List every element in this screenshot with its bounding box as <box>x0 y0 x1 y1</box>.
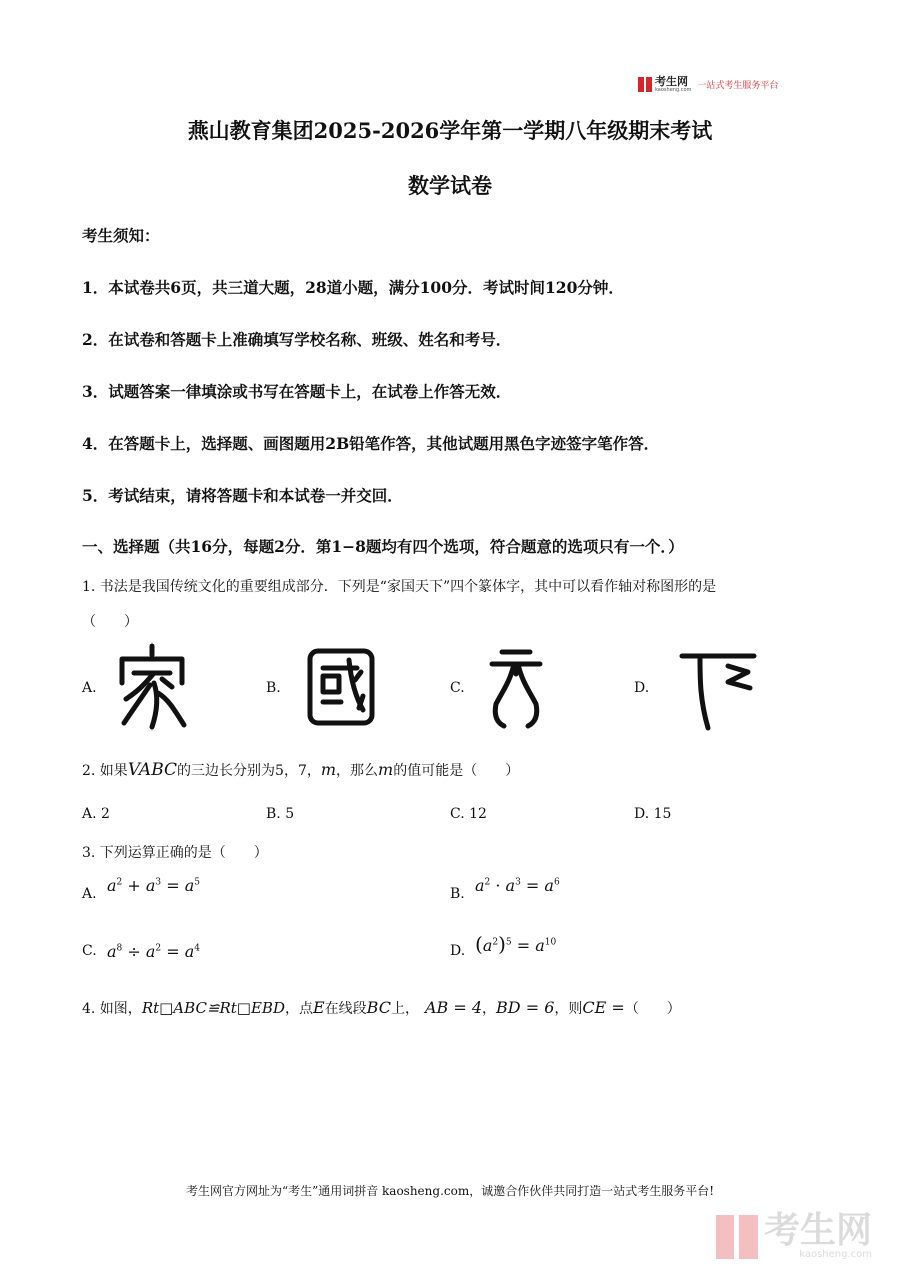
base: a <box>107 942 117 961</box>
base: a <box>475 876 485 895</box>
base: a <box>145 942 156 961</box>
operator: + <box>122 876 146 895</box>
equals: = <box>161 876 185 895</box>
seal-guo-icon <box>305 646 377 728</box>
notice-item: 1．本试卷共6页，共三道大题，28道小题，满分100分．考试时间120分钟． <box>82 278 624 297</box>
equals: = <box>520 876 545 895</box>
watermark-text <box>764 1210 873 1260</box>
q4-segment-bc: BC <box>366 998 391 1017</box>
notice-heading: 考生须知： <box>82 226 160 245</box>
q2-mid: 的三边长分别为5，7， <box>177 763 321 779</box>
question-1-paren: （ ） <box>82 614 138 630</box>
exponent: 3 <box>515 877 521 888</box>
q4-text: 上， <box>390 1001 419 1017</box>
footer-text: 考生网官方网址为“考生”通用词拼音 kaosheng.com，诚邀合作伙伴共同打造一站式考生服务平台! <box>185 1184 715 1198</box>
brand-text <box>655 76 691 93</box>
q3-option-c-label: C. <box>82 943 97 959</box>
q2-triangle: VABC <box>127 760 178 780</box>
equals: = <box>511 936 536 955</box>
q1-option-b-label: B. <box>266 680 281 696</box>
q4-paren: （ ） <box>624 1001 681 1017</box>
seal-tian-icon <box>488 648 544 730</box>
watermark-name: 考生网 <box>764 1210 873 1251</box>
base: a <box>544 876 554 895</box>
watermark-site: kaosheng.com <box>799 1249 873 1260</box>
base: a <box>145 876 156 895</box>
exam-title: 燕山教育集团2025-2026学年第一学期八年级期末考试 <box>187 118 713 143</box>
exponent: 4 <box>194 943 200 954</box>
brand-site: kaosheng.com <box>655 86 692 93</box>
q4-bd: BD = 6 <box>496 998 555 1017</box>
seal-xia-icon <box>678 650 760 732</box>
q4-congruence: Rt□ABC≌Rt□EBD <box>141 999 285 1017</box>
exponent: 5 <box>194 877 200 888</box>
notice-item: 2．在试卷和答题卡上准确填写学校名称、班级、姓名和考号． <box>82 330 512 349</box>
q3-option-a-label: A. <box>82 886 97 902</box>
exponent: 2 <box>155 943 162 954</box>
notice-item: 3．试题答案一律填涂或书写在答题卡上，在试卷上作答无效． <box>82 382 512 401</box>
q1-option-a-label: A. <box>82 680 97 696</box>
seal-jia-icon <box>114 643 190 731</box>
q4-ab: AB = 4 <box>424 998 483 1017</box>
q2-comma: ，那么 <box>336 763 379 779</box>
q2-prefix: 2. 如果 <box>82 763 128 779</box>
base: a <box>535 936 545 955</box>
operator: ÷ <box>122 942 146 961</box>
q2-suffix: 的值可能是（ ） <box>393 763 520 779</box>
question-1-stem: 1. 书法是我国传统文化的重要组成部分．下列是“家国天下”四个篆体字，其中可以看作轴对称图形的是 <box>82 579 717 595</box>
q3-option-c-expr <box>107 942 200 961</box>
kaosheng-watermark-icon <box>716 1215 758 1259</box>
q3-option-a-expr <box>107 876 200 895</box>
q3-option-d-expr <box>475 932 556 956</box>
exponent: 2 <box>116 877 123 888</box>
operator: · <box>490 876 506 895</box>
exponent: 10 <box>544 937 557 948</box>
base: a <box>505 876 516 895</box>
q4-ce: CE = <box>582 998 625 1017</box>
q2-m: m <box>378 760 394 779</box>
base: a <box>184 876 195 895</box>
watermark <box>716 1210 873 1260</box>
q2-option-c: C. 12 <box>450 806 487 822</box>
paren: ) <box>498 932 506 956</box>
exponent: 2 <box>492 937 499 948</box>
base: a <box>184 942 195 961</box>
paren: ( <box>475 932 483 956</box>
q1-option-d-label: D. <box>634 680 650 696</box>
q2-option-d: D. 15 <box>634 806 672 822</box>
question-3-stem: 3. 下列运算正确的是（ ） <box>82 845 268 861</box>
q2-option-b: B. 5 <box>266 806 295 822</box>
kaosheng-logo-icon <box>638 77 652 92</box>
q3-option-d-label: D. <box>450 943 466 959</box>
q1-option-c-label: C. <box>450 680 465 696</box>
question-2-stem <box>82 760 519 780</box>
q4-prefix: 4. 如图， <box>82 1001 142 1017</box>
q4-text: ，则 <box>554 1001 583 1017</box>
exam-subtitle: 数学试卷 <box>408 173 492 198</box>
q3-option-b-label: B. <box>450 886 465 902</box>
brand-slogan: 一站式考生服务平台 <box>697 80 779 91</box>
exponent: 3 <box>155 877 162 888</box>
q4-point-e: E <box>312 998 325 1017</box>
brand-logo <box>638 74 778 94</box>
q3-option-b-expr <box>475 876 560 895</box>
section-heading: 一、选择题（共16分，每题2分．第1−8题均有四个选项，符合题意的选项只有一个．） <box>82 537 684 556</box>
brand-name: 考生网 <box>655 74 688 88</box>
base: a <box>107 876 117 895</box>
q2-m: m <box>320 760 337 779</box>
exponent: 5 <box>505 937 512 948</box>
notice-item: 5．考试结束，请将答题卡和本试卷一并交回． <box>82 486 403 505</box>
base: a <box>482 936 493 955</box>
q2-option-a: A. 2 <box>82 806 110 822</box>
equals: = <box>161 942 185 961</box>
exponent: 2 <box>484 877 491 888</box>
notice-item: 4．在答题卡上，选择题、画图题用2B铅笔作答，其他试题用黑色字迹签字笔作答． <box>82 434 660 453</box>
q4-text: ，点 <box>284 1001 313 1017</box>
question-4-stem <box>82 998 681 1018</box>
q4-text: 在线段 <box>324 1001 367 1017</box>
exponent: 8 <box>116 943 123 954</box>
q4-text: ， <box>482 1001 497 1017</box>
exponent: 6 <box>553 877 560 888</box>
